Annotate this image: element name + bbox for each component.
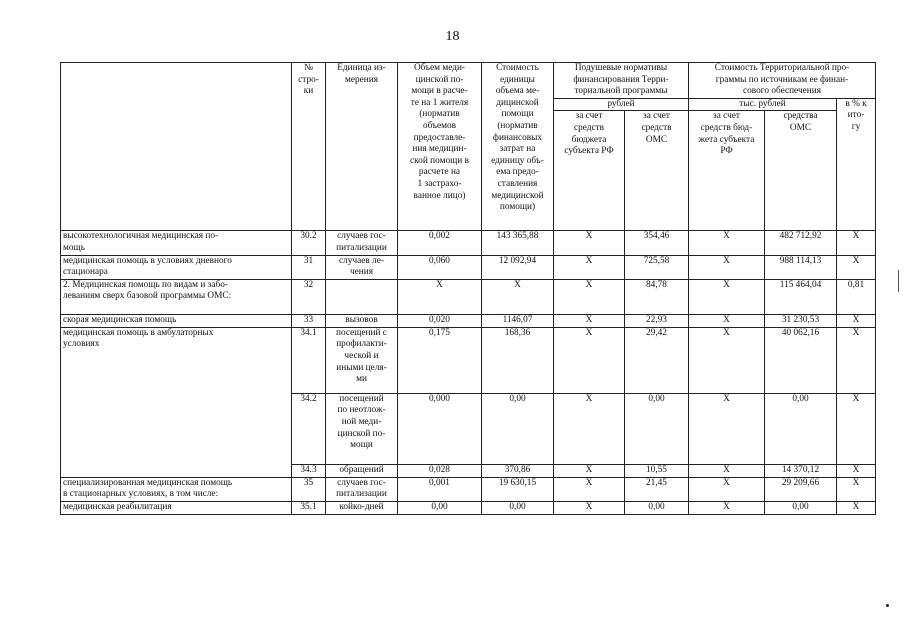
- row-name: скорая медицинская помощь: [61, 314, 292, 327]
- row-pct: Х: [837, 255, 876, 279]
- row-tc-oms: 40 062,16: [765, 327, 837, 393]
- scan-margin-mark: [898, 270, 899, 292]
- row-tc-oms: 14 370,12: [765, 464, 837, 477]
- row-cost: 143 365,88: [482, 231, 554, 255]
- row-pc-budget: Х: [554, 393, 625, 464]
- header-oms: за счет средств ОМС: [625, 111, 689, 231]
- row-pc-budget: Х: [554, 327, 625, 393]
- tariff-table: [60, 62, 876, 515]
- row-name: высокотехнологичная медицинская по- мощь: [61, 231, 292, 255]
- row-volume: 0,00: [398, 501, 482, 514]
- header-budget-rf: за счет средств бюджета субъекта РФ: [554, 111, 625, 231]
- row-volume: Х: [398, 279, 482, 314]
- table-row: [61, 314, 876, 327]
- row-pc-oms: 84,78: [625, 279, 689, 314]
- row-volume: 0,060: [398, 255, 482, 279]
- row-tc-budget: Х: [689, 477, 765, 501]
- row-num: 32: [292, 279, 326, 314]
- row-tc-oms: 29 209,66: [765, 477, 837, 501]
- row-pc-oms: 0,00: [625, 393, 689, 464]
- row-name: специализированная медицинская помощь в стационарных условиях, в том числе:: [61, 477, 292, 501]
- row-pct: Х: [837, 327, 876, 393]
- row-num: 34.1: [292, 327, 326, 393]
- row-cost: 1146,07: [482, 314, 554, 327]
- row-cost: 0,00: [482, 501, 554, 514]
- row-num: 34.3: [292, 464, 326, 477]
- header-volume: Объем меди- цинской по- мощи в расче- те на 1 жителя (норматив объемов предоставле- ния медицин- ской помощи в расчете на 1 застрахо- ванное лицо): [398, 63, 482, 231]
- row-num: 35.1: [292, 501, 326, 514]
- row-pc-oms: 354,46: [625, 231, 689, 255]
- header-num: № стро- ки: [292, 63, 326, 231]
- row-pc-budget: Х: [554, 464, 625, 477]
- row-num: 34.2: [292, 393, 326, 464]
- row-unit: посещений с профилакти- ческой и иными целя- ми: [326, 327, 398, 393]
- row-pct: 0,81: [837, 279, 876, 314]
- row-pc-budget: Х: [554, 231, 625, 255]
- row-cost: 168,36: [482, 327, 554, 393]
- row-unit: посещений по неотлож- ной меди- цинской по- мощи: [326, 393, 398, 464]
- row-tc-budget: Х: [689, 279, 765, 314]
- row-pc-oms: 0,00: [625, 501, 689, 514]
- row-cost: 0,00: [482, 393, 554, 464]
- table-row: [61, 501, 876, 514]
- row-volume: 0,002: [398, 231, 482, 255]
- row-pct: Х: [837, 314, 876, 327]
- row-cost: 12 092,94: [482, 255, 554, 279]
- row-unit: [326, 279, 398, 314]
- row-cost: Х: [482, 279, 554, 314]
- table-row: [61, 279, 876, 314]
- header-percent-total: в % к ито- гу: [837, 98, 876, 231]
- row-volume: 0,001: [398, 477, 482, 501]
- row-num: 31: [292, 255, 326, 279]
- row-tc-budget: Х: [689, 501, 765, 514]
- row-cost: 19 630,15: [482, 477, 554, 501]
- header-oms-2: средства ОМС: [765, 111, 837, 231]
- header-name-cell: [61, 63, 292, 231]
- row-unit: случаев гос- питализации: [326, 477, 398, 501]
- row-tc-oms: 31 230,53: [765, 314, 837, 327]
- row-volume: 0,028: [398, 464, 482, 477]
- header-unit: Единица из- мерения: [326, 63, 398, 231]
- row-pc-oms: 725,58: [625, 255, 689, 279]
- scan-dot: [886, 604, 889, 607]
- row-pct: Х: [837, 393, 876, 464]
- row-unit: вызовов: [326, 314, 398, 327]
- row-num: 33: [292, 314, 326, 327]
- row-name-ambulatory: медицинская помощь в амбулаторных условиях: [61, 327, 292, 477]
- row-tc-oms: 0,00: [765, 393, 837, 464]
- row-tc-budget: Х: [689, 255, 765, 279]
- header-rubles: рублей: [554, 98, 689, 111]
- page-number: 18: [445, 29, 460, 44]
- row-pc-budget: Х: [554, 501, 625, 514]
- row-unit: койко-дней: [326, 501, 398, 514]
- row-tc-budget: Х: [689, 464, 765, 477]
- row-pc-budget: Х: [554, 314, 625, 327]
- row-tc-budget: Х: [689, 314, 765, 327]
- row-pct: Х: [837, 231, 876, 255]
- row-tc-budget: Х: [689, 327, 765, 393]
- row-name: 2. Медицинская помощь по видам и забо- леваниям сверх базовой программы ОМС:: [61, 279, 292, 314]
- row-num: 35: [292, 477, 326, 501]
- header-territorial-cost: Стоимость Территориальной про- граммы по источникам ее финан- сового обеспечения: [689, 63, 876, 99]
- row-pct: Х: [837, 464, 876, 477]
- header-row-1: [61, 63, 876, 99]
- row-pc-budget: Х: [554, 255, 625, 279]
- row-tc-budget: Х: [689, 231, 765, 255]
- row-pct: Х: [837, 501, 876, 514]
- row-pct: Х: [837, 477, 876, 501]
- header-budget-rf-2: за счет средств бюд- жета субъекта РФ: [689, 111, 765, 231]
- row-name: медицинская помощь в условиях дневного стационара: [61, 255, 292, 279]
- row-unit: обращений: [326, 464, 398, 477]
- table-row: [61, 477, 876, 501]
- table-row: [61, 231, 876, 255]
- row-pc-oms: 22,93: [625, 314, 689, 327]
- table-row: [61, 255, 876, 279]
- row-volume: 0,020: [398, 314, 482, 327]
- row-tc-oms: 482 712,92: [765, 231, 837, 255]
- header-thousand-rubles: тыс. рублей: [689, 98, 837, 111]
- header-per-capita: Подушевые нормативы финансирования Терри- ториальной программы: [554, 63, 689, 99]
- table-row: [61, 327, 876, 393]
- row-name: медицинская реабилитация: [61, 501, 292, 514]
- row-tc-oms: 115 464,04: [765, 279, 837, 314]
- row-volume: 0,175: [398, 327, 482, 393]
- header-cost: Стоимость единицы объема ме- дицинской помощи (норматив финансовых затрат на единицу объ- ема предо- ставления медицинской помощи): [482, 63, 554, 231]
- row-pc-oms: 29,42: [625, 327, 689, 393]
- row-pc-budget: Х: [554, 279, 625, 314]
- row-pc-oms: 10,55: [625, 464, 689, 477]
- row-tc-oms: 0,00: [765, 501, 837, 514]
- row-unit: случаев ле- чения: [326, 255, 398, 279]
- row-num: 30.2: [292, 231, 326, 255]
- row-pc-oms: 21,45: [625, 477, 689, 501]
- row-cost: 370,86: [482, 464, 554, 477]
- row-tc-budget: Х: [689, 393, 765, 464]
- row-pc-budget: Х: [554, 477, 625, 501]
- row-unit: случаев гос- питализации: [326, 231, 398, 255]
- row-tc-oms: 988 114,13: [765, 255, 837, 279]
- row-volume: 0,000: [398, 393, 482, 464]
